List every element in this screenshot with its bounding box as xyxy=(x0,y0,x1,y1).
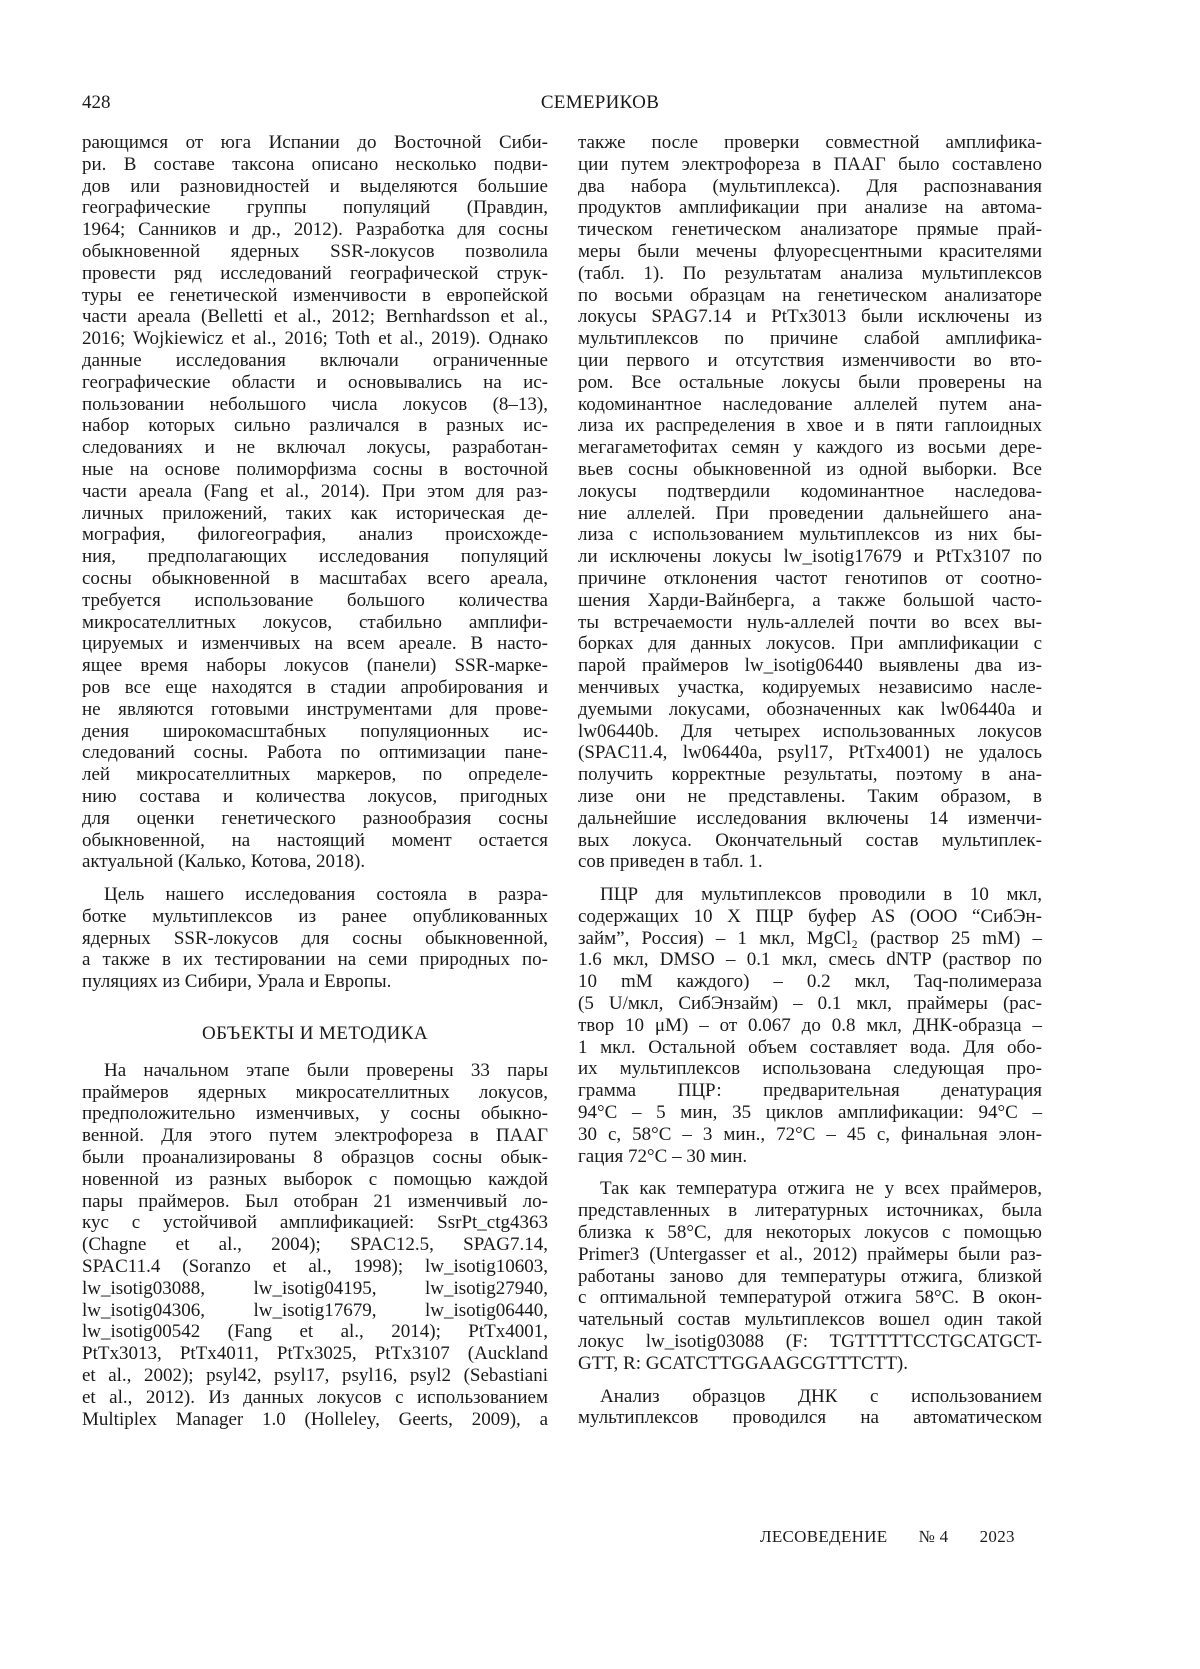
paragraph xyxy=(578,1386,1042,1430)
journal-name: ЛЕСОВЕДЕНИЕ xyxy=(760,1526,887,1548)
journal-footer xyxy=(760,1526,1015,1548)
text-line: борках для данных локусов. При амплификации с xyxy=(578,633,1042,655)
text-line: нию состава и количества локусов, пригодных xyxy=(82,786,548,808)
text-line: локусы SPAG7.14 и PtTx3013 были исключены из xyxy=(578,306,1042,328)
text-line: ром. Все остальные локусы были проверены на xyxy=(578,372,1042,394)
text-line: Так как температура отжига не у всех праймеров, xyxy=(578,1178,1042,1200)
text-line: лиза их распределения в хвое и в пяти гаплоидных xyxy=(578,415,1042,437)
text-line: продуктов амплификации при анализе на автома- xyxy=(578,197,1042,219)
text-line: следований сосны. Работа по оптимизации пане- xyxy=(82,742,548,764)
text-line: ции путем электрофореза в ПААГ было составлено xyxy=(578,154,1042,176)
text-line: менчивых участка, кодируемых независимо насле- xyxy=(578,677,1042,699)
text-line: два набора (мультиплекса). Для распознавания xyxy=(578,176,1042,198)
paragraph xyxy=(578,884,1042,1167)
text-line: пользовании небольшого числа локусов (8–13), xyxy=(82,394,548,416)
text-line: обыкновенной ядерных SSR-локусов позволила xyxy=(82,241,548,263)
text-line: (табл. 1). По результатам анализа мультиплексов xyxy=(578,263,1042,285)
text-line: части ареала (Fang et al., 2014). При этом для раз- xyxy=(82,481,548,503)
text-line: географические области и основывались на ис- xyxy=(82,372,548,394)
text-line: ядерных SSR-локусов для сосны обыкновенной, xyxy=(82,928,548,950)
text-line: чательный состав мультиплексов вошел один такой xyxy=(578,1309,1042,1331)
text-line: географические группы популяций (Правдин, xyxy=(82,197,548,219)
text-line: обыкновенной, на настоящий момент остается xyxy=(82,830,548,852)
text-line: кодоминантное наследование аллелей путем ана- xyxy=(578,394,1042,416)
text-line: провести ряд исследований географической струк- xyxy=(82,263,548,285)
text-line: мультиплексов по причине слабой амплифика- xyxy=(578,328,1042,350)
text-line: с оптимальной температурой отжига 58°C. В окон- xyxy=(578,1287,1042,1309)
text-line: ри. В составе таксона описано несколько подви- xyxy=(82,154,548,176)
paragraph xyxy=(82,132,548,873)
text-line: 1964; Санников и др., 2012). Разработка для сосны xyxy=(82,219,548,241)
text-line: (5 U/мкл, СибЭнзайм) – 0.1 мкл, праймеры (рас- xyxy=(578,993,1042,1015)
text-line: локус lw_isotig03088 (F: TGTTTTTCCTGCATGCT- xyxy=(578,1331,1042,1353)
text-line: ли исключены локусы lw_isotig17679 и PtTx3107 по xyxy=(578,546,1042,568)
text-line: 2016; Wojkiewicz et al., 2016; Toth et al., 2019). Однако xyxy=(82,328,548,350)
text-line: ящее время наборы локусов (панели) SSR-марке- xyxy=(82,655,548,677)
text-line: гация 72°C – 30 мин. xyxy=(578,1146,1042,1168)
text-line: дения широкомасштабных популяционных ис- xyxy=(82,721,548,743)
text-line: локусы подтвердили кодоминантное наследова- xyxy=(578,481,1042,503)
text-line: венной. Для этого путем электрофореза в ПААГ xyxy=(82,1125,548,1147)
text-line: парой праймеров lw_isotig06440 выявлены два из- xyxy=(578,655,1042,677)
text-line: актуальной (Калько, Котова, 2018). xyxy=(82,851,548,873)
text-line: содержащих 10 X ПЦР буфер AS (ООО “СибЭн- xyxy=(578,906,1042,928)
text-line: мегагаметофитах семян у каждого из восьми дере- xyxy=(578,437,1042,459)
text-line: грамма ПЦР: предварительная денатурация xyxy=(578,1080,1042,1102)
text-line: мография, филогеография, анализ происхожде- xyxy=(82,524,548,546)
running-title: СЕМЕРИКОВ xyxy=(0,91,1200,115)
text-line: твор 10 μM) – от 0.067 до 0.8 мкл, ДНК-образца – xyxy=(578,1015,1042,1037)
text-line: не являются готовыми инструментами для прове- xyxy=(82,699,548,721)
text-line: Цель нашего исследования состояла в разра- xyxy=(82,884,548,906)
text-line: PtTx3013, PtTx4011, PtTx3025, PtTx3107 (Auckland xyxy=(82,1343,548,1365)
text-line: 1 мкл. Остальной объем составляет вода. Для обо- xyxy=(578,1037,1042,1059)
text-line: GTT, R: GCATCTTGGAAGCGTTTCTT). xyxy=(578,1353,1042,1375)
text-line: набор которых сильно различался в разных ис- xyxy=(82,415,548,437)
text-line: ров все еще находятся в стадии апробирования и xyxy=(82,677,548,699)
text-line: лизе они не представлены. Таким образом, в xyxy=(578,786,1042,808)
text-line: ты встречаемости нуль-аллелей почти во всех вы- xyxy=(578,612,1042,634)
text-line: лей микросателлитных маркеров, по определе- xyxy=(82,764,548,786)
text-line: 1.6 мкл, DMSO – 0.1 мкл, смесь dNTP (раствор по xyxy=(578,949,1042,971)
text-line: дов или разновидностей и выделяются большие xyxy=(82,176,548,198)
text-line: ботке мультиплексов из ранее опубликованных xyxy=(82,906,548,928)
text-line: дальнейшие исследования включены 14 изменчи- xyxy=(578,808,1042,830)
section-heading: ОБЪЕКТЫ И МЕТОДИКА xyxy=(82,1023,548,1045)
text-line: 10 mM каждого) – 0.2 мкл, Taq-полимераза xyxy=(578,971,1042,993)
text-line: SPAC11.4 (Soranzo et al., 1998); lw_isotig10603, xyxy=(82,1256,548,1278)
text-line: вьев сосны обыкновенной из одной выборки. Все xyxy=(578,459,1042,481)
text-line: по восьми образцам на генетическом анализаторе xyxy=(578,285,1042,307)
text-line: ПЦР для мультиплексов проводили в 10 мкл, xyxy=(578,884,1042,906)
text-line: Primer3 (Untergasser et al., 2012) праймеры были раз- xyxy=(578,1244,1042,1266)
paragraph xyxy=(578,132,1042,873)
text-line: 30 с, 58°C – 3 мин., 72°C – 45 с, финальная элон- xyxy=(578,1124,1042,1146)
text-line: лиза с использованием мультиплексов из них бы- xyxy=(578,524,1042,546)
text-line: для оценки генетического разнообразия сосны xyxy=(82,808,548,830)
text-line: et al., 2002); psyl42, psyl17, psyl16, psyl2 (Sebastiani xyxy=(82,1365,548,1387)
text-line: близка к 58°C, для некоторых локусов с помощью xyxy=(578,1222,1042,1244)
text-line: Анализ образцов ДНК с использованием xyxy=(578,1386,1042,1408)
text-column-right xyxy=(578,132,1042,1440)
text-line: новенной из разных выборок с помощью каждой xyxy=(82,1169,548,1191)
text-line: следованиях и не включал локусы, разработан- xyxy=(82,437,548,459)
text-line: сов приведен в табл. 1. xyxy=(578,851,1042,873)
text-line: (SPAC11.4, lw06440a, psyl17, PtTx4001) не удалось xyxy=(578,742,1042,764)
text-line: туры ее генетической изменчивости в европейской xyxy=(82,285,548,307)
text-line: Multiplex Manager 1.0 (Holleley, Geerts, 2009), а xyxy=(82,1409,548,1431)
text-line: части ареала (Belletti et al., 2012; Bernhardsson et al., xyxy=(82,306,548,328)
text-line: вых локуса. Окончательный состав мультиплек- xyxy=(578,830,1042,852)
text-line: микросателлитных локусов, стабильно амплифи- xyxy=(82,612,548,634)
text-line: мультиплексов проводился на автоматическом xyxy=(578,1407,1042,1429)
text-line: работаны заново для температуры отжига, близкой xyxy=(578,1266,1042,1288)
text-line: ния, предполагающих исследования популяций xyxy=(82,546,548,568)
text-line: lw_isotig03088, lw_isotig04195, lw_isotig27940, xyxy=(82,1278,548,1300)
text-line: et al., 2012). Из данных локусов с использованием xyxy=(82,1387,548,1409)
text-line: сосны обыкновенной в масштабах всего ареала, xyxy=(82,568,548,590)
text-line: также после проверки совместной амплифика- xyxy=(578,132,1042,154)
text-line: На начальном этапе были проверены 33 пары xyxy=(82,1060,548,1082)
text-line: пары праймеров. Был отобран 21 изменчивый ло- xyxy=(82,1191,548,1213)
text-line: их мультиплексов использована следующая про- xyxy=(578,1058,1042,1080)
text-line: праймеров ядерных микросателлитных локусов, xyxy=(82,1082,548,1104)
text-line: 94°C – 5 мин, 35 циклов амплификации: 94°C – xyxy=(578,1102,1042,1124)
paragraph xyxy=(82,884,548,993)
text-line: ные на основе полиморфизма сосны в восточной xyxy=(82,459,548,481)
text-line: получить корректные результаты, поэтому в ана- xyxy=(578,764,1042,786)
text-line: пуляциях из Сибири, Урала и Европы. xyxy=(82,971,548,993)
text-line: были проанализированы 8 образцов сосны обык- xyxy=(82,1147,548,1169)
text-line: ции первого и отсутствия изменчивости во вто- xyxy=(578,350,1042,372)
text-line: тическом генетическом анализаторе прямые прай- xyxy=(578,219,1042,241)
text-line: требуется использование большого количества xyxy=(82,590,548,612)
text-line: lw_isotig00542 (Fang et al., 2014); PtTx4001, xyxy=(82,1321,548,1343)
journal-year: 2023 xyxy=(980,1526,1015,1548)
text-line: кус с устойчивой амплификацией: SsrPt_ctg4363 xyxy=(82,1212,548,1234)
text-line: причине отклонения частот генотипов от соотно- xyxy=(578,568,1042,590)
text-line: данные исследования включали ограниченные xyxy=(82,350,548,372)
text-line: рающимся от юга Испании до Восточной Сиби- xyxy=(82,132,548,154)
journal-issue: № 4 xyxy=(919,1526,949,1548)
text-line: дуемыми локусами, обозначенных как lw06440a и xyxy=(578,699,1042,721)
text-column-left xyxy=(82,132,548,1441)
text-line: меры были мечены флуоресцентными красителями xyxy=(578,241,1042,263)
paragraph xyxy=(82,1060,548,1431)
text-line: (Chagne et al., 2004); SPAC12.5, SPAG7.14, xyxy=(82,1234,548,1256)
text-line: lw06440b. Для четырех использованных локусов xyxy=(578,721,1042,743)
text-line: цируемых и изменчивых на всем ареале. В насто- xyxy=(82,633,548,655)
text-line: ние аллелей. При проведении дальнейшего ана- xyxy=(578,503,1042,525)
page-number: 428 xyxy=(82,91,111,115)
paragraph xyxy=(578,1178,1042,1374)
text-line: займ”, Россия) – 1 мкл, MgCl₂ (раствор 25 mM) – xyxy=(578,928,1042,950)
text-line: шения Харди-Вайнберга, а также большой часто- xyxy=(578,590,1042,612)
text-line: lw_isotig04306, lw_isotig17679, lw_isotig06440, xyxy=(82,1300,548,1322)
text-line: представленных в литературных источниках, была xyxy=(578,1200,1042,1222)
text-line: личных приложений, таких как историческая де- xyxy=(82,503,548,525)
text-line: а также в их тестировании на семи природных по- xyxy=(82,949,548,971)
text-line: предположительно изменчивых, у сосны обыкно- xyxy=(82,1103,548,1125)
